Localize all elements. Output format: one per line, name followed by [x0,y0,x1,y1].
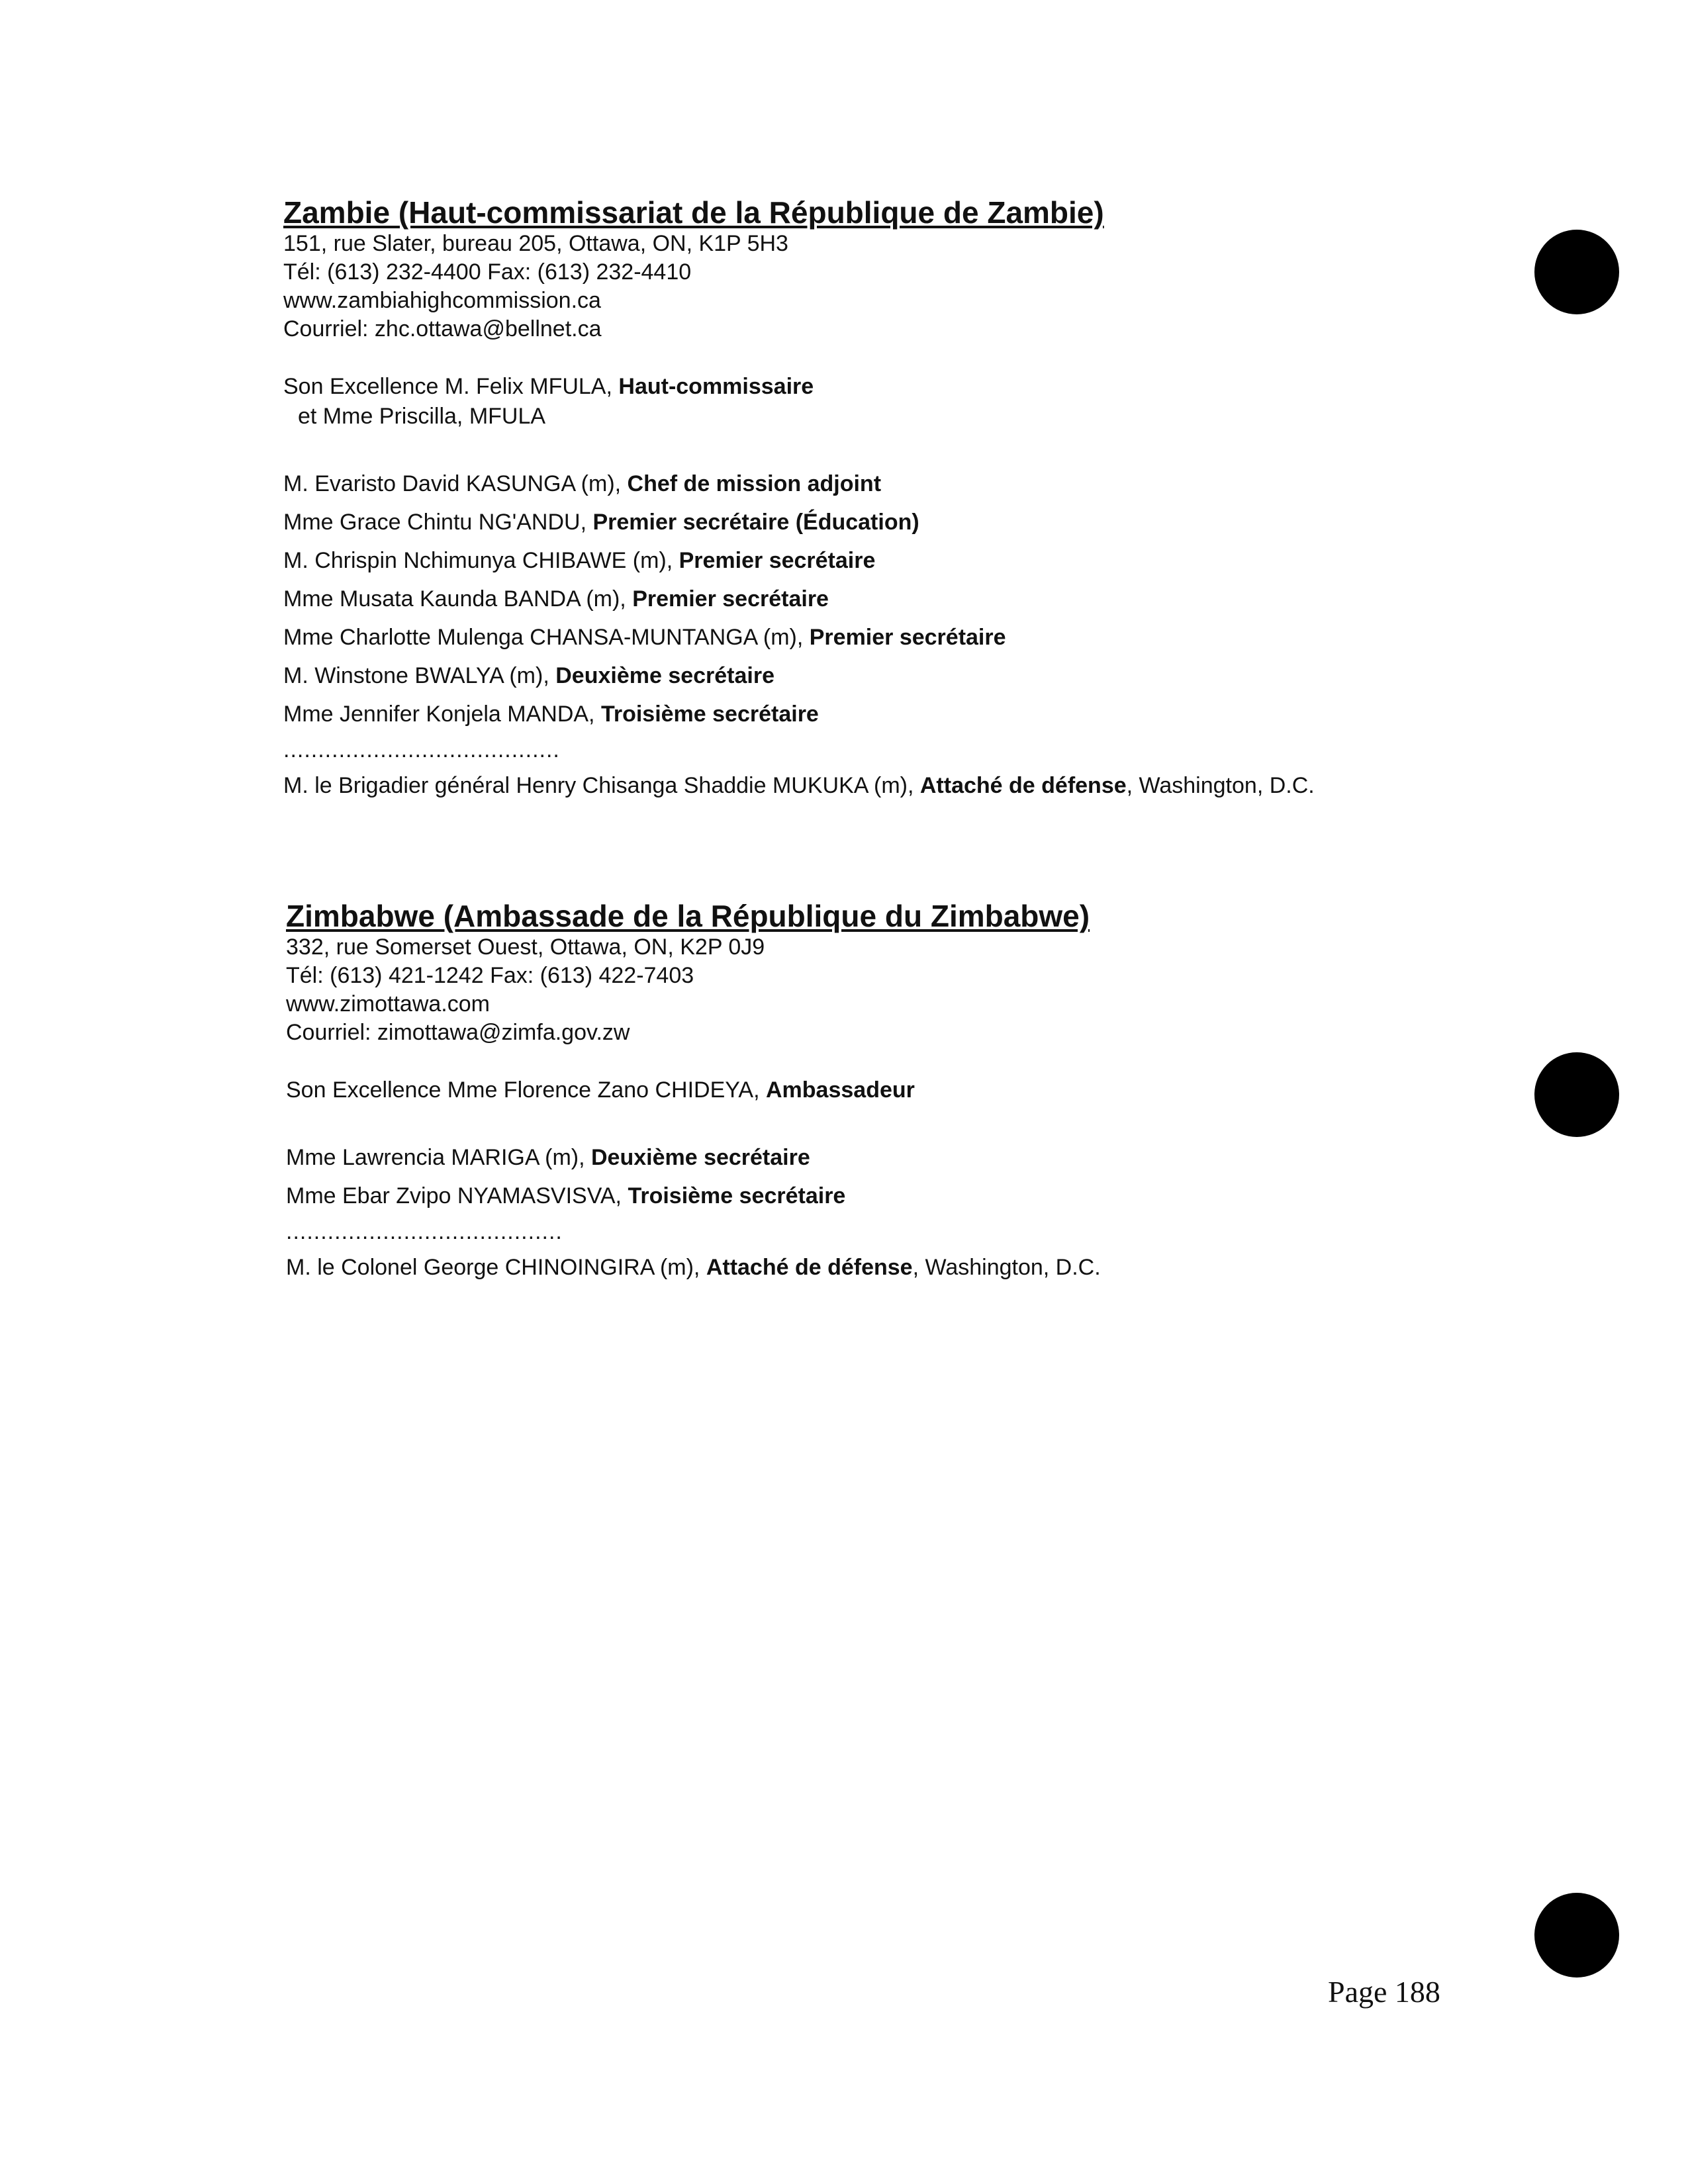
defense-name: M. le Brigadier général Henry Chisanga Shaddie MUKUKA (m), [283,773,920,798]
staff-row [283,657,1409,695]
zambia-title: Zambie (Haut-commissariat de la République de Zambie) [283,195,1104,230]
zambia-entry [283,195,1409,801]
page-number: Page 188 [1328,1975,1440,2009]
punch-hole [1534,1893,1619,1978]
zimbabwe-address: 332, rue Somerset Ouest, Ottawa, ON, K2P 0J9 [286,934,765,960]
staff-name: M. Evaristo David KASUNGA (m), [283,471,628,496]
zimbabwe-head-line [286,1075,1411,1105]
zimbabwe-head-role: Ambassadeur [766,1077,915,1103]
staff-row [283,541,1409,580]
zambia-email: Courriel: zhc.ottawa@bellnet.ca [283,316,602,341]
staff-row [283,580,1409,618]
punch-hole [1534,230,1619,314]
staff-role: Deuxième secrétaire [590,1145,810,1170]
zambia-staff-list [283,465,1409,733]
zambia-head-name: Son Excellence M. Felix MFULA, [283,374,619,399]
zimbabwe-title: Zimbabwe (Ambassade de la République du Zimbabwe) [286,899,1090,933]
staff-row [286,1177,1411,1215]
zimbabwe-head-name: Son Excellence Mme Florence Zano CHIDEYA, [286,1077,766,1103]
zimbabwe-phone-fax: Tél: (613) 421-1242 Fax: (613) 422-7403 [286,963,694,988]
staff-name: Mme Grace Chintu NG'ANDU, [283,510,593,535]
staff-row [283,503,1409,541]
staff-name: Mme Charlotte Mulenga CHANSA-MUNTANGA (m), [283,625,810,650]
staff-role: Premier secrétaire [679,548,876,573]
zimbabwe-separator: ........................................ [286,1219,563,1244]
zambia-defense-attache [283,770,1369,801]
staff-role: Troisième secrétaire [600,702,819,727]
staff-role: Premier secrétaire [632,586,829,612]
zambia-website: www.zambiahighcommission.ca [283,288,601,313]
zimbabwe-staff-list [286,1138,1411,1215]
staff-name: Mme Musata Kaunda BANDA (m), [283,586,633,612]
staff-role: Premier secrétaire [809,625,1006,650]
defense-role: Attaché de défense [706,1255,913,1280]
defense-role: Attaché de défense [919,773,1127,798]
staff-name: M. Chrispin Nchimunya CHIBAWE (m), [283,548,679,573]
zambia-phone-fax: Tél: (613) 232-4400 Fax: (613) 232-4410 [283,259,692,285]
staff-role: Troisième secrétaire [628,1183,846,1208]
zambia-address: 151, rue Slater, bureau 205, Ottawa, ON, K1P 5H3 [283,231,788,256]
staff-name: Mme Lawrencia MARIGA (m), [286,1145,591,1170]
zambia-head-role: Haut-commissaire [618,374,814,399]
staff-name: M. Winstone BWALYA (m), [283,663,556,688]
zambia-separator: ........................................ [283,737,560,762]
zimbabwe-email: Courriel: zimottawa@zimfa.gov.zw [286,1020,630,1045]
defense-location: , Washington, D.C. [912,1255,1101,1280]
punch-hole [1534,1052,1619,1137]
zimbabwe-website: www.zimottawa.com [286,991,490,1017]
staff-role: Premier secrétaire (Éducation) [592,510,919,535]
staff-role: Deuxième secrétaire [555,663,775,688]
zimbabwe-entry [286,899,1411,1283]
staff-row [286,1138,1411,1177]
zimbabwe-head-of-mission [286,1075,1411,1105]
staff-role: Chef de mission adjoint [627,471,882,496]
zambia-head-spouse: et Mme Priscilla, MFULA [298,404,546,429]
staff-name: Mme Ebar Zvipo NYAMASVISVA, [286,1183,628,1208]
staff-name: Mme Jennifer Konjela MANDA, [283,702,601,727]
staff-row [283,695,1409,733]
staff-row [283,618,1409,657]
defense-name: M. le Colonel George CHINOINGIRA (m), [286,1255,706,1280]
zimbabwe-defense-attache [286,1252,1372,1283]
zambia-head-line [283,372,1409,402]
staff-row [283,465,1409,503]
zambia-head-of-mission [283,372,1409,432]
defense-location: , Washington, D.C. [1126,773,1315,798]
